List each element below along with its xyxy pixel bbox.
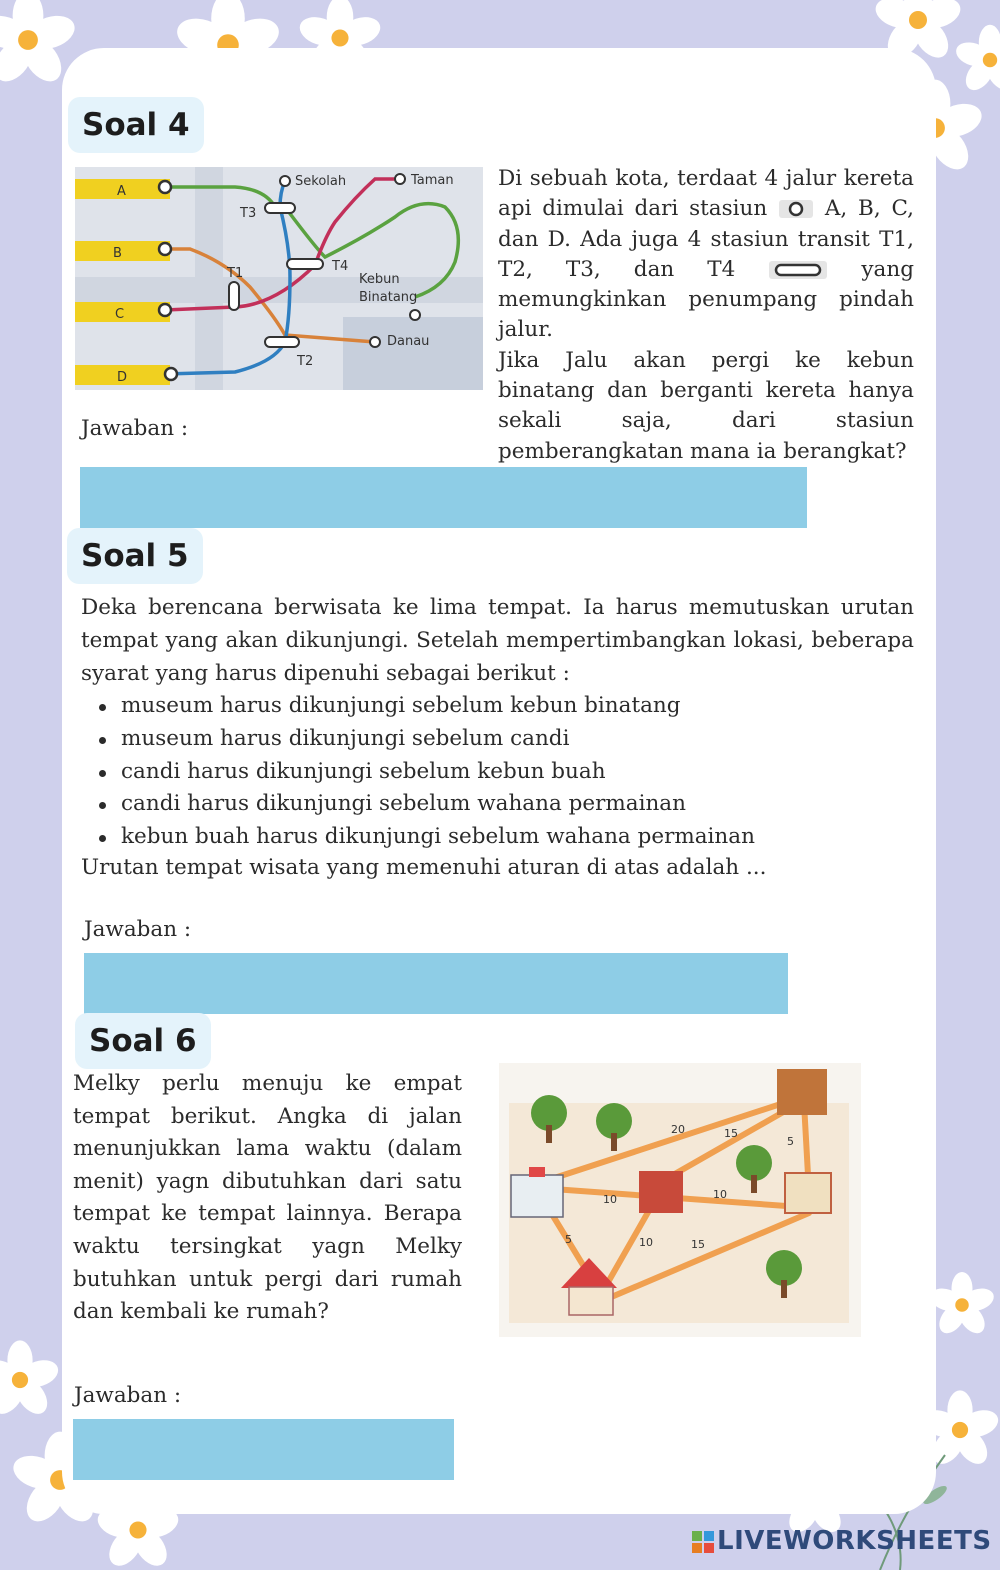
list-item: museum harus dikunjungi sebelum kebun binatang	[81, 690, 914, 723]
station-school-label: Sekolah	[295, 174, 347, 189]
soal4-text-2: A, B, C, dan D. Ada juga 4 stasiun transit T1, T2, T3, dan T4	[498, 196, 914, 282]
list-item: candi harus dikunjungi sebelum kebun buah	[81, 756, 914, 789]
soal4-question: Jika Jalu akan pergi ke kebun binatang dan berganti kereta hanya sekali saja, dari stasiun pemberangkatan mana ia berangkat?	[498, 347, 914, 464]
soal5-answer-input[interactable]	[84, 953, 788, 1014]
hospital-icon	[511, 1175, 563, 1217]
soal5-intro: Deka berencana berwisata ke lima tempat. Ia harus memutuskan urutan tempat yang akan dikunjungi. Setelah mempertimbangkan lokasi, beberapa syarat yang harus dipenuhi sebagai berikut :	[81, 595, 914, 686]
station-lake-label: Danau	[387, 334, 430, 349]
soal6-answer-label: Jawaban :	[74, 1383, 182, 1408]
edge-label: 5	[787, 1135, 794, 1148]
brand-name: LIVEWORKSHEETS	[717, 1526, 992, 1556]
shop-icon	[639, 1171, 683, 1213]
edge-label: 10	[713, 1188, 727, 1201]
soal5-answer-label: Jawaban :	[84, 917, 192, 942]
train-map-graphic	[75, 167, 483, 390]
soal6-paragraph: Melky perlu menuju ke empat tempat berikut. Angka di jalan menunjukkan lama waktu (dalam menit) yagn dibutuhkan dari satu tempat ke tempat lainnya. Berapa waktu tersingkat yagn Melky butuhkan untuk pergi dari rumah dan kembali ke rumah?	[73, 1071, 462, 1325]
soal5-rules-list	[81, 690, 914, 854]
train-map	[75, 167, 483, 390]
transit-t4-label: T4	[332, 259, 349, 274]
transit-station-icon	[768, 260, 828, 280]
list-item: kebun buah harus dikunjungi sebelum wahana permainan	[81, 821, 914, 854]
edge-label: 10	[639, 1236, 653, 1249]
edge-label: 20	[671, 1123, 685, 1136]
transit-t3-label: T3	[240, 206, 257, 221]
soal5-title: Soal 5	[67, 528, 203, 584]
line-a-label: A	[117, 184, 126, 199]
station-zoo-label-2: Binatang	[359, 290, 418, 305]
soal4-paragraph	[498, 164, 914, 467]
liveworksheets-logo	[692, 1526, 992, 1556]
soal4-answer-input[interactable]	[80, 467, 807, 528]
soal6-answer-input[interactable]	[73, 1419, 454, 1480]
route-map-graphic	[499, 1063, 861, 1337]
edge-label: 10	[603, 1193, 617, 1206]
list-item: museum harus dikunjungi sebelum candi	[81, 723, 914, 756]
line-b-label: B	[113, 246, 122, 261]
soal4-answer-label: Jawaban :	[81, 416, 189, 441]
line-b-label-bg	[75, 241, 170, 261]
edge-label: 15	[724, 1127, 738, 1140]
soal4-text-1: Di sebuah kota, terdaat 4 jalur kereta api dimulai dari stasiun	[498, 166, 914, 222]
station-icon	[778, 199, 814, 219]
edge-label: 15	[691, 1238, 705, 1251]
edge-label: 5	[565, 1233, 572, 1246]
station-park-label: Taman	[411, 173, 454, 188]
soal4-text-3: yang memungkinkan penumpang pindah jalur.	[498, 256, 914, 343]
soal5-question: Urutan tempat wisata yang memenuhi aturan di atas adalah ...	[81, 855, 767, 880]
line-d-label: D	[117, 370, 128, 385]
station-zoo-label-1: Kebun	[359, 272, 400, 287]
soal6-title: Soal 6	[75, 1013, 211, 1069]
museum-icon	[777, 1069, 827, 1115]
route-map	[499, 1063, 861, 1337]
liveworksheets-logo-icon	[692, 1531, 714, 1553]
line-c-label: C	[115, 307, 125, 322]
restaurant-icon	[785, 1173, 831, 1213]
transit-t2-label: T2	[297, 354, 314, 369]
soal4-title: Soal 4	[68, 97, 204, 153]
list-item: candi harus dikunjungi sebelum wahana permainan	[81, 788, 914, 821]
transit-t1-label: T1	[227, 266, 244, 281]
